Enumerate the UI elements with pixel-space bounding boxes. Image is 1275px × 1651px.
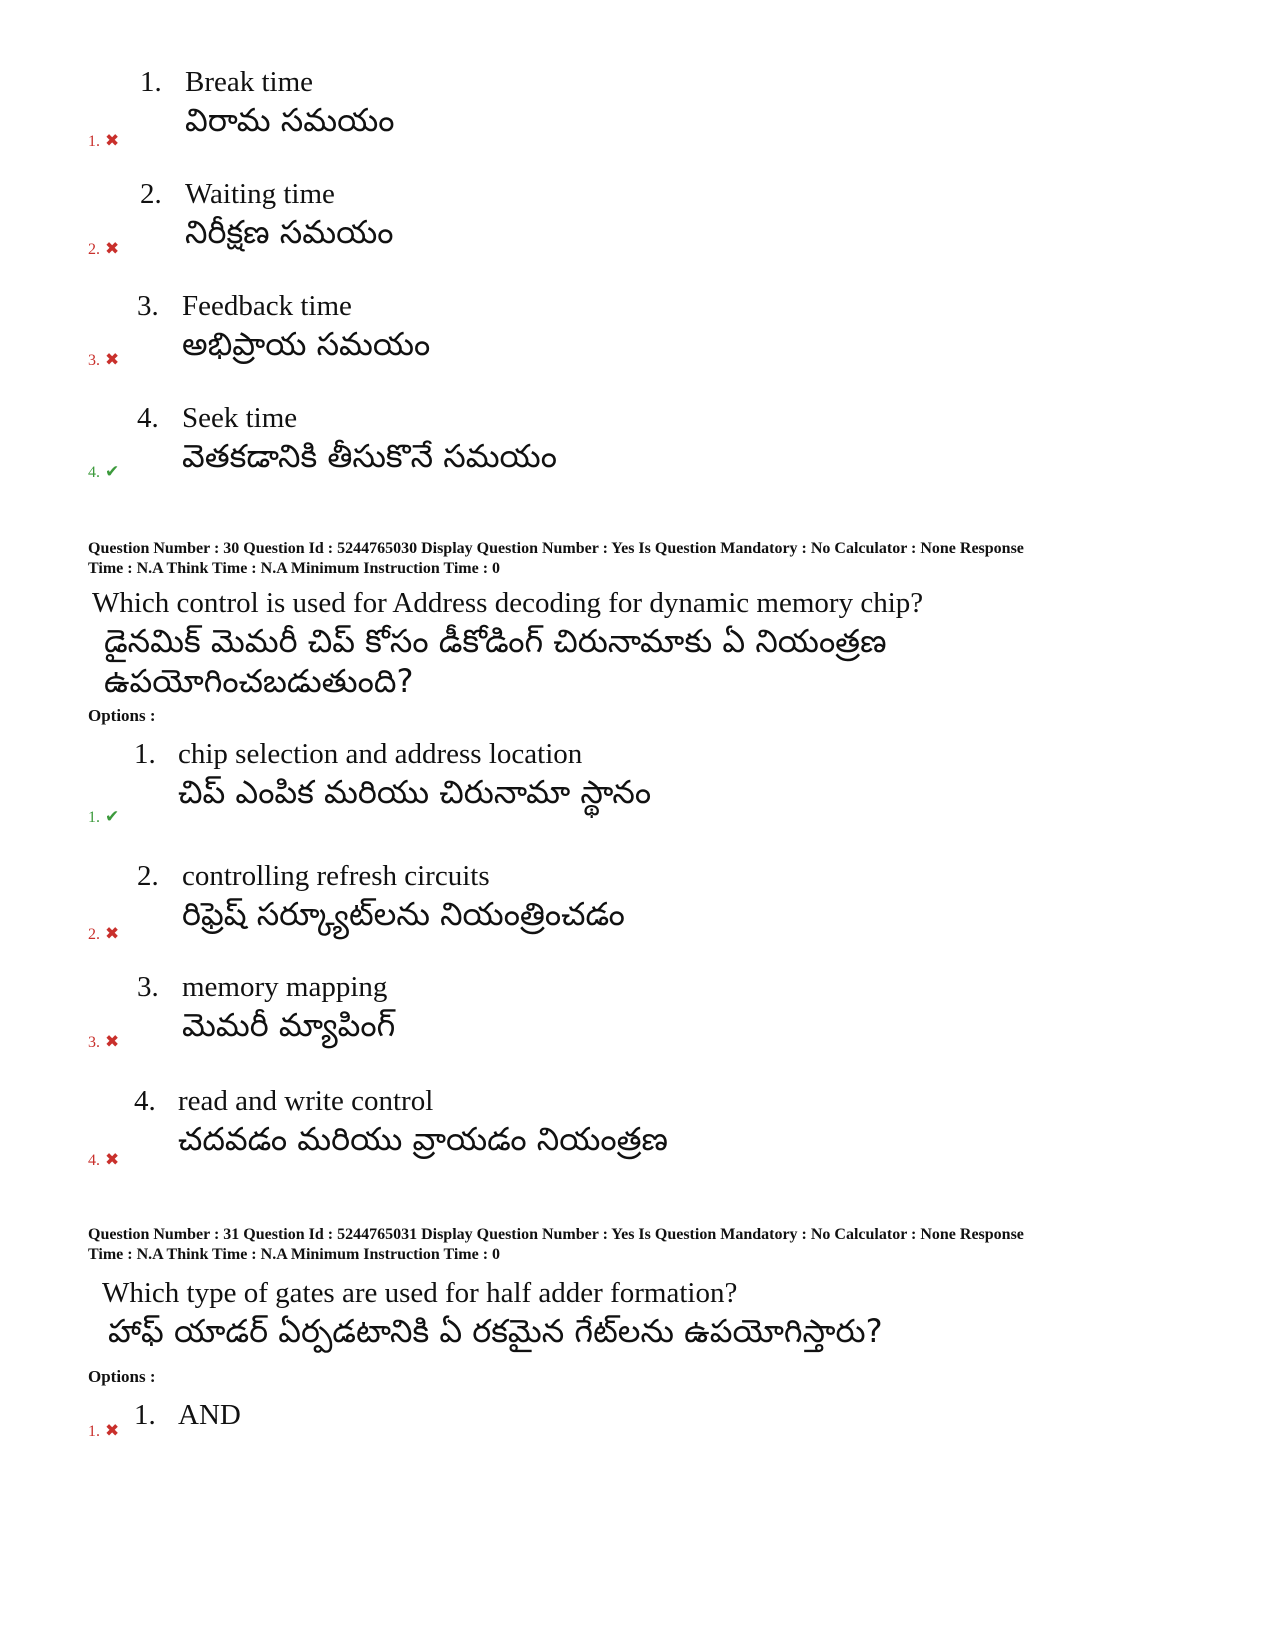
cross-icon: ✖: [105, 350, 120, 369]
option-number: 1.: [134, 738, 156, 770]
cross-icon: ✖: [105, 924, 120, 943]
check-icon: ✔: [105, 462, 120, 481]
option-marker: 2. ✖: [88, 924, 120, 943]
option-marker: 3. ✖: [88, 350, 120, 369]
question-text-te-line2: ఉపయోగించబడుతుంది?: [104, 662, 414, 700]
option-number: 4.: [137, 402, 159, 434]
options-label: Options :: [88, 1367, 156, 1386]
cross-icon: ✖: [105, 1032, 120, 1051]
option-number: 3.: [137, 290, 159, 322]
option-marker: 4. ✖: [88, 1150, 120, 1169]
option-marker: 3. ✖: [88, 1032, 120, 1051]
option-number: 1.: [134, 1399, 156, 1431]
option-marker: 2. ✖: [88, 239, 120, 258]
option-number: 2.: [137, 860, 159, 892]
question-text-te: డైనమిక్ మెమరీ చిప్ కోసం డీకోడింగ్ చిరునామాకు ఏ నియంత్రణ: [104, 622, 887, 660]
option-text-en: Feedback time: [182, 290, 352, 322]
option-text-en: chip selection and address location: [178, 738, 583, 770]
option-text-en: Break time: [185, 66, 314, 98]
option-text-en: AND: [178, 1399, 241, 1431]
option-marker: 1. ✔: [88, 807, 120, 826]
question-meta: [88, 1225, 1198, 1265]
option-text-te: అభిప్రాయ సమయం: [182, 325, 431, 363]
question-text-en: Which type of gates are used for half adder formation?: [102, 1277, 738, 1309]
cross-icon: ✖: [105, 1150, 120, 1169]
option-text-en: read and write control: [178, 1085, 434, 1117]
question-meta: [88, 539, 1198, 579]
option-text-te: చిప్ ఎంపిక మరియు చిరునామా స్థానం: [178, 773, 652, 811]
question-meta-line2: Time : N.A Think Time : N.A Minimum Instruction Time : 0: [88, 560, 501, 577]
check-icon: ✔: [105, 807, 120, 826]
option-text-te: విరామ సమయం: [185, 101, 395, 139]
option-number: 4.: [134, 1085, 156, 1117]
option-text-te: వెతకడానికి తీసుకొనే సమయం: [182, 437, 557, 475]
option-marker: 1. ✖: [88, 1421, 120, 1440]
option-text-te: రిఫ్రెష్ సర్క్యూట్‌లను నియంత్రించడం: [182, 895, 625, 933]
question-meta-line1: Question Number : 30 Question Id : 5244765030 Display Question Number : Yes Is Question Mandatory : No Calculator : None Response: [88, 540, 1024, 557]
option-text-en: Seek time: [182, 402, 298, 434]
question-meta-line1: Question Number : 31 Question Id : 5244765031 Display Question Number : Yes Is Question Mandatory : No Calculator : None Response: [88, 1226, 1024, 1243]
option-text-en: controlling refresh circuits: [182, 860, 490, 892]
option-text-te: నిరీక్షణ సమయం: [185, 213, 394, 251]
option-number: 1.: [140, 66, 162, 98]
option-text-en: Waiting time: [185, 178, 335, 210]
question-meta-line2: Time : N.A Think Time : N.A Minimum Instruction Time : 0: [88, 1246, 501, 1263]
cross-icon: ✖: [105, 131, 120, 150]
option-text-te: మెమరీ మ్యాపింగ్: [182, 1006, 396, 1044]
option-number: 2.: [140, 178, 162, 210]
question-text-en: Which control is used for Address decoding for dynamic memory chip?: [92, 587, 924, 619]
cross-icon: ✖: [105, 239, 120, 258]
option-marker: 1. ✖: [88, 131, 120, 150]
option-text-te: చదవడం మరియు వ్రాయడం నియంత్రణ: [178, 1120, 668, 1158]
option-text-en: memory mapping: [182, 971, 388, 1003]
options-label: Options :: [88, 706, 156, 725]
option-number: 3.: [137, 971, 159, 1003]
cross-icon: ✖: [105, 1421, 120, 1440]
option-marker: 4. ✔: [88, 462, 120, 481]
question-text-te: హాఫ్ యాడర్ ఏర్పడటానికి ఏ రకమైన గేట్‌లను ఉపయోగిస్తారు?: [108, 1312, 883, 1350]
